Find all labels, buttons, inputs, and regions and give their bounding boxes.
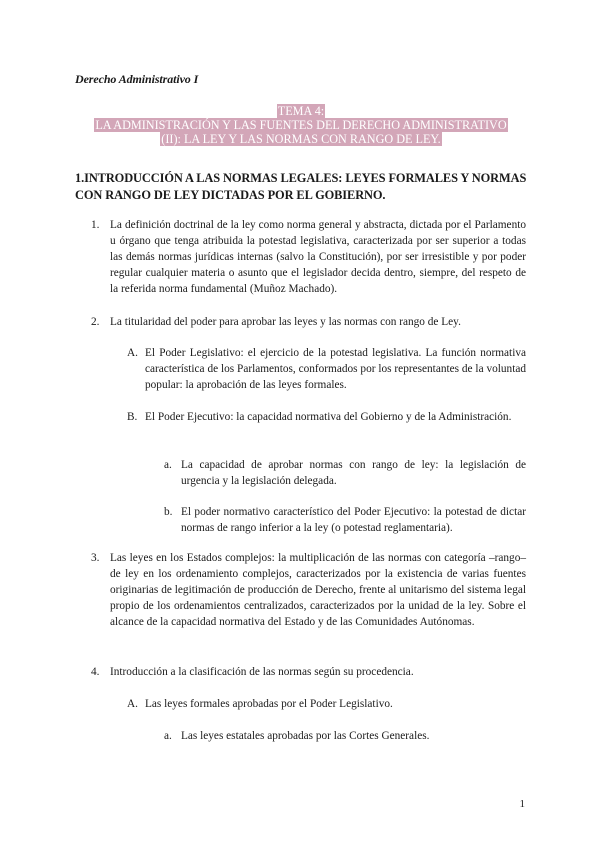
list-item-text: Las leyes estatales aprobadas por las Cortes Generales. [181,730,430,742]
list-item-text: La capacidad de aprobar normas con rango de ley: la legislación de urgencia y la legislación delegada. [181,459,526,487]
title-text: LA ADMINISTRACIÓN Y LAS FUENTES DEL DERECHO ADMINISTRATIVO [95,118,507,132]
list-marker: 4. [91,666,100,678]
list-marker: b. [164,506,173,518]
document-title [78,104,524,146]
list-marker: A. [127,347,138,359]
list-item-text: Las leyes en los Estados complejos: la multiplicación de las normas con categoría –rango– de ley en los ordenamiento complejos, caracterizados por la existencia de varias fuentes originarias de legitimación de producción de Derecho, frente al unitarismo del sistema legal propio de los ordenamientos centralizados, caracterizados por la unidad de la ley. Sobre el alcance de la capacidad normativa del Estado y de las Comunidades Autónomas. [110,552,526,628]
list-marker: B. [127,411,138,423]
title-text: TEMA 4: [277,104,325,118]
list-marker: 2. [91,316,100,328]
list-item-text: La titularidad del poder para aprobar las leyes y las normas con rango de Ley. [110,316,461,328]
list-item-text: El poder normativo característico del Poder Ejecutivo: la potestad de dictar normas de rango inferior a la ley (o potestad reglamentaria). [181,506,526,534]
list-item-text: La definición doctrinal de la ley como norma general y abstracta, dictada por el Parlamento u órgano que tenga atribuida la potestad legislativa, caracterizada por ser superior a todas las demás normas jurídicas internas (salvo la Constitución), por ser irresistible y por poder regular cualquier materia o asunto que el legislador decida dentro, siempre, del respeto de la referida norma fundamental (Muñoz Machado). [110,219,526,295]
title-line [78,104,524,118]
title-text: (II): LA LEY Y LAS NORMAS CON RANGO DE LEY. [161,132,441,146]
document-subject: Derecho Administrativo I [75,72,199,86]
list-item-text: El Poder Legislativo: el ejercicio de la potestad legislativa. La función normativa característica de los Parlamentos, conformados por los representantes de la voluntad popular: la aprobación de las leyes formales. [145,347,526,391]
list-marker: a. [164,459,172,471]
page-number: 1 [519,798,525,810]
list-item-text: Introducción a la clasificación de las normas según su procedencia. [110,666,414,678]
list-marker: 1. [91,219,100,231]
list-item-text: El Poder Ejecutivo: la capacidad normativa del Gobierno y de la Administración. [145,411,512,423]
title-line [78,132,524,146]
title-line [78,118,524,132]
list-marker: a. [164,730,172,742]
list-marker: A. [127,698,138,710]
list-marker: 3. [91,552,100,564]
list-item-text: Las leyes formales aprobadas por el Poder Legislativo. [145,698,393,710]
section-heading: 1.INTRODUCCIÓN A LAS NORMAS LEGALES: LEYES FORMALES Y NORMAS CON RANGO DE LEY DICTADAS POR EL GOBIERNO. [75,171,527,202]
